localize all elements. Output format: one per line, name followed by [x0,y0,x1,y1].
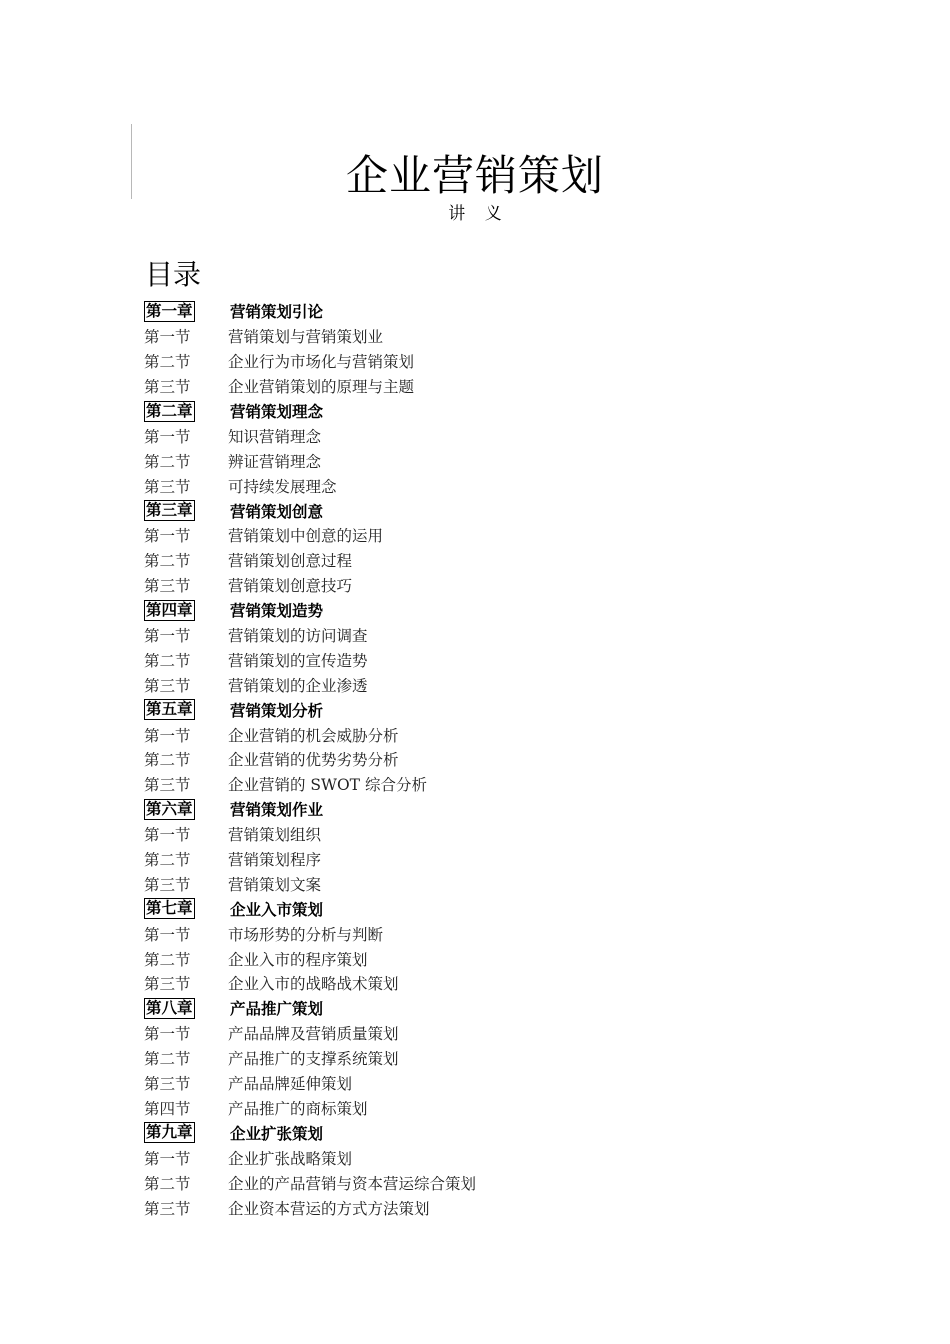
toc-section-row [144,349,844,374]
section-number: 第二节 [144,353,191,372]
toc-section-row [144,1021,844,1046]
toc-section-row [144,448,844,473]
section-title: 企业营销策划的原理与主题 [228,378,415,397]
section-number: 第三节 [144,1075,191,1094]
toc-section-row [144,847,844,872]
toc-heading: 目录 [145,258,202,291]
chapter-title: 营销策划作业 [230,801,324,820]
section-number: 第四节 [144,1099,191,1118]
document-subtitle: 讲 义 [448,204,502,224]
chapter-title: 营销策划引论 [230,303,324,322]
section-title: 知识营销理念 [228,427,322,446]
chapter-number-cell [144,799,228,820]
toc-section-row [144,1071,844,1096]
toc-section-row [144,647,844,672]
section-title: 营销策划组织 [228,826,322,845]
section-title: 营销策划的访问调查 [228,627,368,646]
section-title: 营销策划创意技巧 [228,577,353,596]
section-title: 营销策划中创意的运用 [228,527,384,546]
section-title: 营销策划创意过程 [228,552,353,571]
section-number: 第一节 [144,1025,191,1044]
chapter-title: 营销策划理念 [230,403,324,421]
section-number: 第一节 [144,1149,191,1168]
section-title: 企业的产品营销与资本营运综合策划 [228,1174,477,1193]
toc-chapter-row [144,498,844,523]
chapter-number-cell [144,998,228,1019]
chapter-number: 第九章 [146,1123,193,1142]
toc-section-row [144,722,844,747]
section-number: 第一节 [144,627,191,646]
section-title: 营销策划与营销策划业 [228,328,384,347]
section-title: 辨证营销理念 [228,452,322,471]
chapter-title: 产品推广策划 [230,1000,324,1019]
chapter-number-cell [144,500,228,521]
chapter-number: 第三章 [146,501,193,520]
chapter-title: 营销策划分析 [230,701,324,720]
chapter-number-cell [144,898,228,919]
toc-section-row [144,473,844,498]
section-title: 企业入市的战略战术策划 [228,975,399,994]
chapter-number: 第五章 [146,700,193,719]
section-number: 第二节 [144,1174,191,1193]
section-title: 营销策划文案 [228,875,322,894]
chapter-number: 第一章 [146,301,193,320]
chapter-number-cell [144,600,228,621]
section-title: 企业营销的 SWOT 综合分析 [228,776,427,795]
section-title: 企业营销的机会威胁分析 [228,726,399,745]
chapter-number-cell [144,301,228,322]
toc-chapter-row [144,598,844,623]
toc-section-row [144,1046,844,1071]
section-number: 第一节 [144,925,191,944]
section-number: 第二节 [144,751,191,770]
section-number: 第三节 [144,477,191,496]
section-number: 第三节 [144,776,191,795]
section-title: 营销策划程序 [228,851,322,870]
section-title: 营销策划的宣传造势 [228,651,368,670]
section-number: 第三节 [144,975,191,994]
toc-chapter-row [144,399,844,424]
section-number: 第三节 [144,875,191,894]
toc-section-row [144,548,844,573]
chapter-title: 企业扩张策划 [230,1124,324,1143]
toc-section-row [144,747,844,772]
section-title: 企业入市的程序策划 [228,950,368,969]
section-title: 企业资本营运的方式方法策划 [228,1199,430,1218]
toc-section-row [144,1096,844,1121]
table-of-contents [144,299,844,1220]
chapter-number: 第八章 [146,998,193,1017]
section-number: 第一节 [144,826,191,845]
toc-chapter-row [144,996,844,1021]
toc-section-row [144,623,844,648]
section-title: 企业扩张战略策划 [228,1149,353,1168]
toc-section-row [144,423,844,448]
chapter-number: 第六章 [146,799,193,818]
section-number: 第一节 [144,527,191,546]
section-number: 第二节 [144,651,191,670]
toc-section-row [144,871,844,896]
section-number: 第一节 [144,328,191,347]
section-number: 第一节 [144,726,191,745]
section-number: 第一节 [144,427,191,446]
section-number: 第二节 [144,452,191,471]
section-number: 第三节 [144,378,191,397]
toc-chapter-row [144,896,844,921]
toc-section-row [144,822,844,847]
chapter-title: 营销策划创意 [230,502,324,521]
section-title: 企业营销的优势劣势分析 [228,751,399,770]
toc-chapter-row [144,299,844,324]
section-number: 第二节 [144,552,191,571]
section-title: 可持续发展理念 [228,477,337,496]
toc-chapter-row [144,1120,844,1145]
chapter-title: 营销策划造势 [230,602,324,621]
section-title: 市场形势的分析与判断 [228,925,384,944]
toc-section-row [144,374,844,399]
chapter-title: 企业入市策划 [230,900,324,919]
chapter-number-cell [144,401,228,422]
toc-section-row [144,1145,844,1170]
section-title: 产品品牌延伸策划 [228,1075,353,1094]
toc-section-row [144,1195,844,1220]
section-title: 产品品牌及营销质量策划 [228,1025,399,1044]
toc-chapter-row [144,697,844,722]
document-title: 企业营销策划 [345,151,604,200]
section-number: 第二节 [144,851,191,870]
section-title: 营销策划的企业渗透 [228,676,368,695]
chapter-number: 第七章 [146,899,193,918]
section-number: 第三节 [144,577,191,596]
toc-section-row [144,971,844,996]
toc-chapter-row [144,797,844,822]
chapter-number-cell [144,699,228,720]
toc-section-row [144,1170,844,1195]
chapter-number: 第四章 [146,600,193,619]
toc-section-row [144,523,844,548]
toc-section-row [144,921,844,946]
toc-section-row [144,772,844,797]
toc-section-row [144,672,844,697]
section-number: 第二节 [144,1050,191,1069]
section-number: 第三节 [144,676,191,695]
toc-section-row [144,573,844,598]
chapter-number-cell [144,1122,228,1143]
section-number: 第三节 [144,1199,191,1218]
section-number: 第二节 [144,950,191,969]
toc-section-row [144,324,844,349]
toc-section-row [144,946,844,971]
section-title: 产品推广的支撑系统策划 [228,1050,399,1069]
chapter-number: 第二章 [146,401,193,420]
section-title: 产品推广的商标策划 [228,1099,368,1118]
section-title: 企业行为市场化与营销策划 [228,353,415,372]
